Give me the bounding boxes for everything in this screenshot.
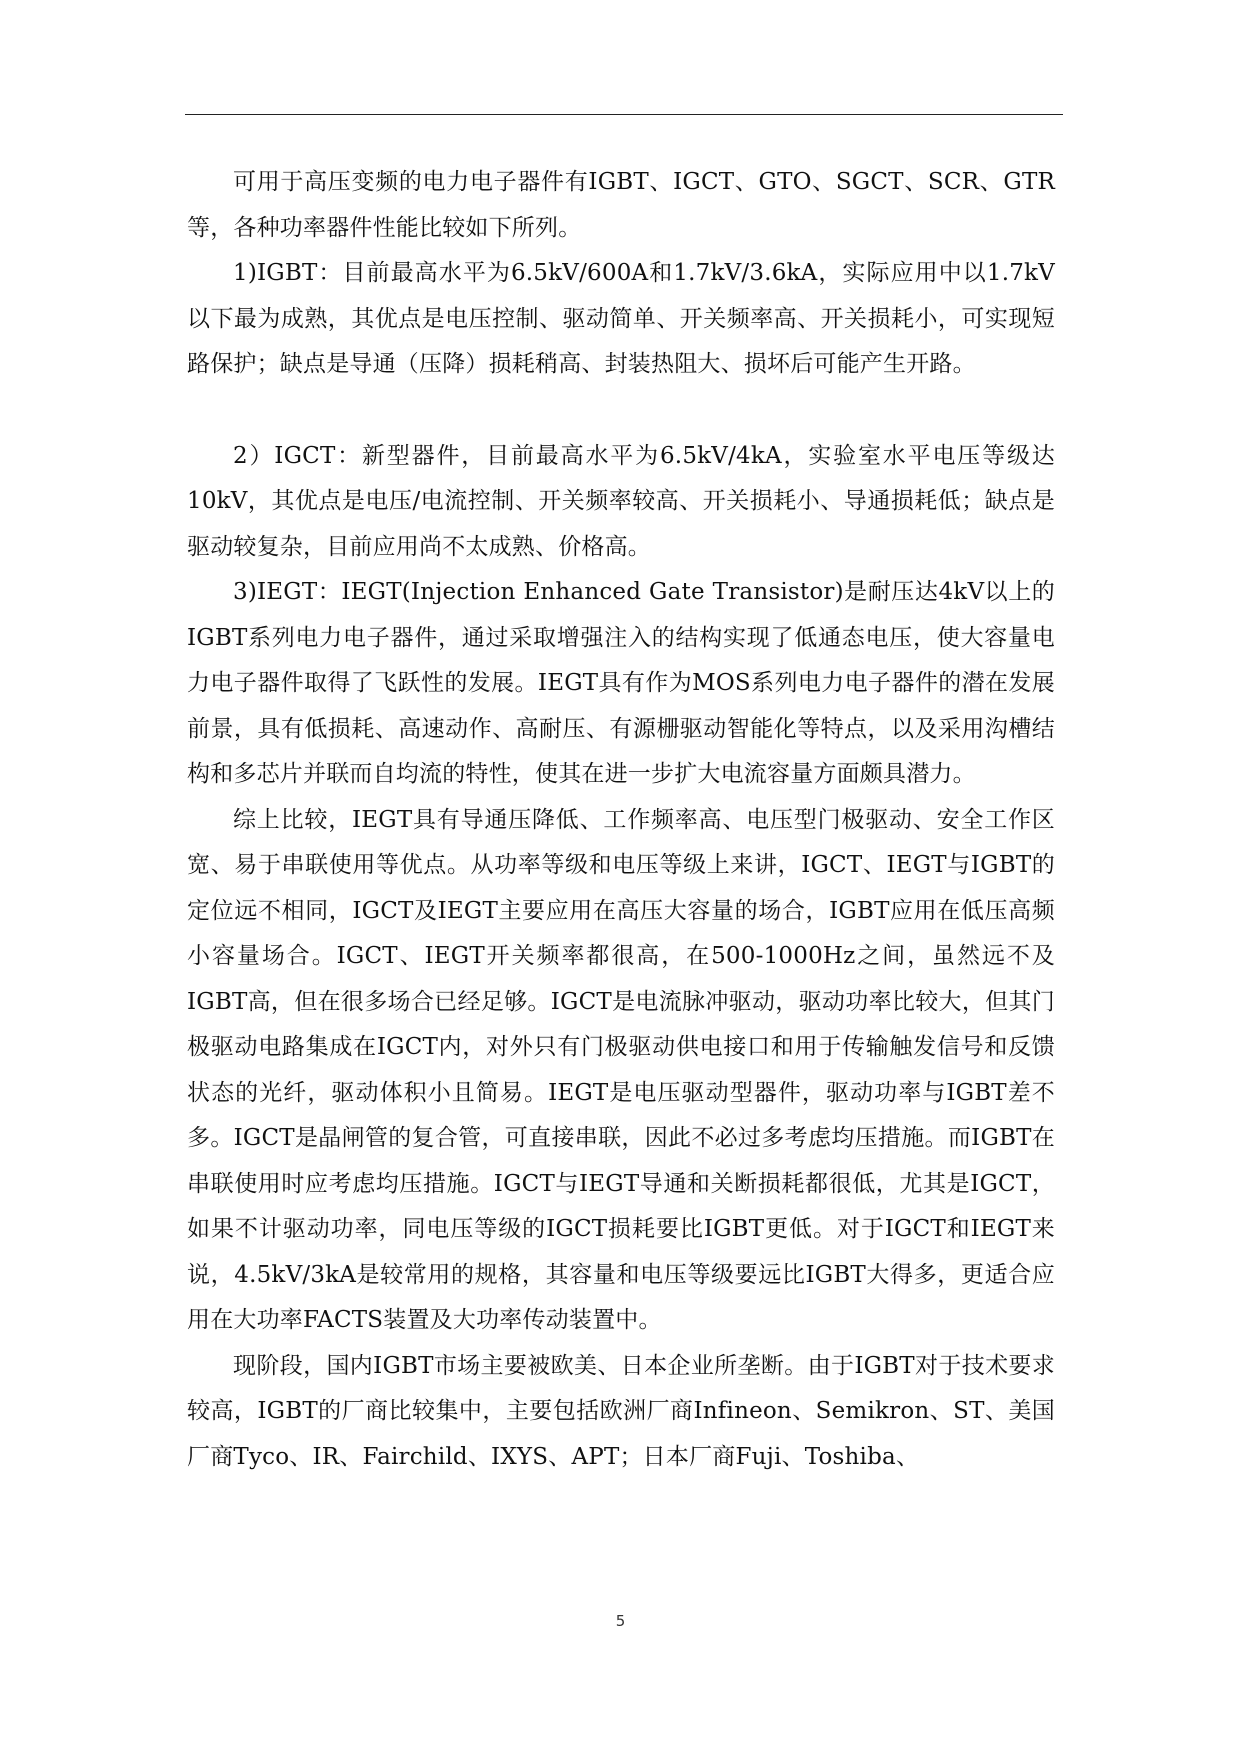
paragraph-iegt: 3)IEGT：IEGT(Injection Enhanced Gate Transistor)是耐压达4kV以上的IGBT系列电力电子器件，通过采取增强注入的结构实现了低通态电压，使大容量电力电子器件取得了飞跃性的发展。IEGT具有作为MOS系列电力电子器件的潜在发展前景，具有低损耗、高速动作、高耐压、有源栅驱动智能化等特点，以及采用沟槽结构和多芯片并联而自均流的特性，使其在进一步扩大电流容量方面颇具潜力。	[187, 579, 1055, 787]
paragraph-igbt: 1)IGBT：目前最高水平为6.5kV/600A和1.7kV/3.6kA，实际应用中以1.7kV以下最为成熟，其优点是电压控制、驱动简单、开关频率高、开关损耗小，可实现短路保护；缺点是导通（压降）损耗稍高、封装热阻大、损坏后可能产生开路。	[187, 260, 1055, 377]
paragraph-igct: 2）IGCT：新型器件，目前最高水平为6.5kV/4kA，实验室水平电压等级达10kV，其优点是电压/电流控制、开关频率较高、开关损耗小、导通损耗低；缺点是驱动较复杂，目前应用尚不太成熟、价格高。	[187, 442, 1055, 560]
header-rule	[185, 114, 1063, 115]
page-body	[187, 160, 1055, 1480]
paragraph-intro: 可用于高压变频的电力电子器件有IGBT、IGCT、GTO、SGCT、SCR、GTR等，各种功率器件性能比较如下所列。	[187, 169, 1055, 241]
paragraph-summary: 综上比较，IEGT具有导通压降低、工作频率高、电压型门极驱动、安全工作区宽、易于串联使用等优点。从功率等级和电压等级上来讲，IGCT、IEGT与IGBT的定位远不相同，IGCT及IEGT主要应用在高压大容量的场合，IGBT应用在低压高频小容量场合。IGCT、IEGT开关频率都很高，在500-1000Hz之间，虽然远不及IGBT高，但在很多场合已经足够。IGCT是电流脉冲驱动，驱动功率比较大，但其门极驱动电路集成在IGCT内，对外只有门极驱动供电接口和用于传输触发信号和反馈状态的光纤，驱动体积小且简易。IEGT是电压驱动型器件，驱动功率与IGBT差不多。IGCT是晶闸管的复合管，可直接串联，因此不必过多考虑均压措施。而IGBT在串联使用时应考虑均压措施。IGCT与IEGT导通和关断损耗都很低，尤其是IGCT，如果不计驱动功率，同电压等级的IGCT损耗要比IGBT更低。对于IGCT和IEGT来说，4.5kV/3kA是较常用的规格，其容量和电压等级要远比IGBT大得多，更适合应用在大功率FACTS装置及大功率传动装置中。	[187, 806, 1055, 1333]
page-number: 5	[615, 1612, 626, 1630]
paragraph-market: 现阶段，国内IGBT市场主要被欧美、日本企业所垄断。由于IGBT对于技术要求较高，IGBT的厂商比较集中，主要包括欧洲厂商Infineon、Semikron、ST、美国厂商Tyco、IR、Fairchild、IXYS、APT；日本厂商Fuji、Toshiba、	[187, 1352, 1055, 1470]
